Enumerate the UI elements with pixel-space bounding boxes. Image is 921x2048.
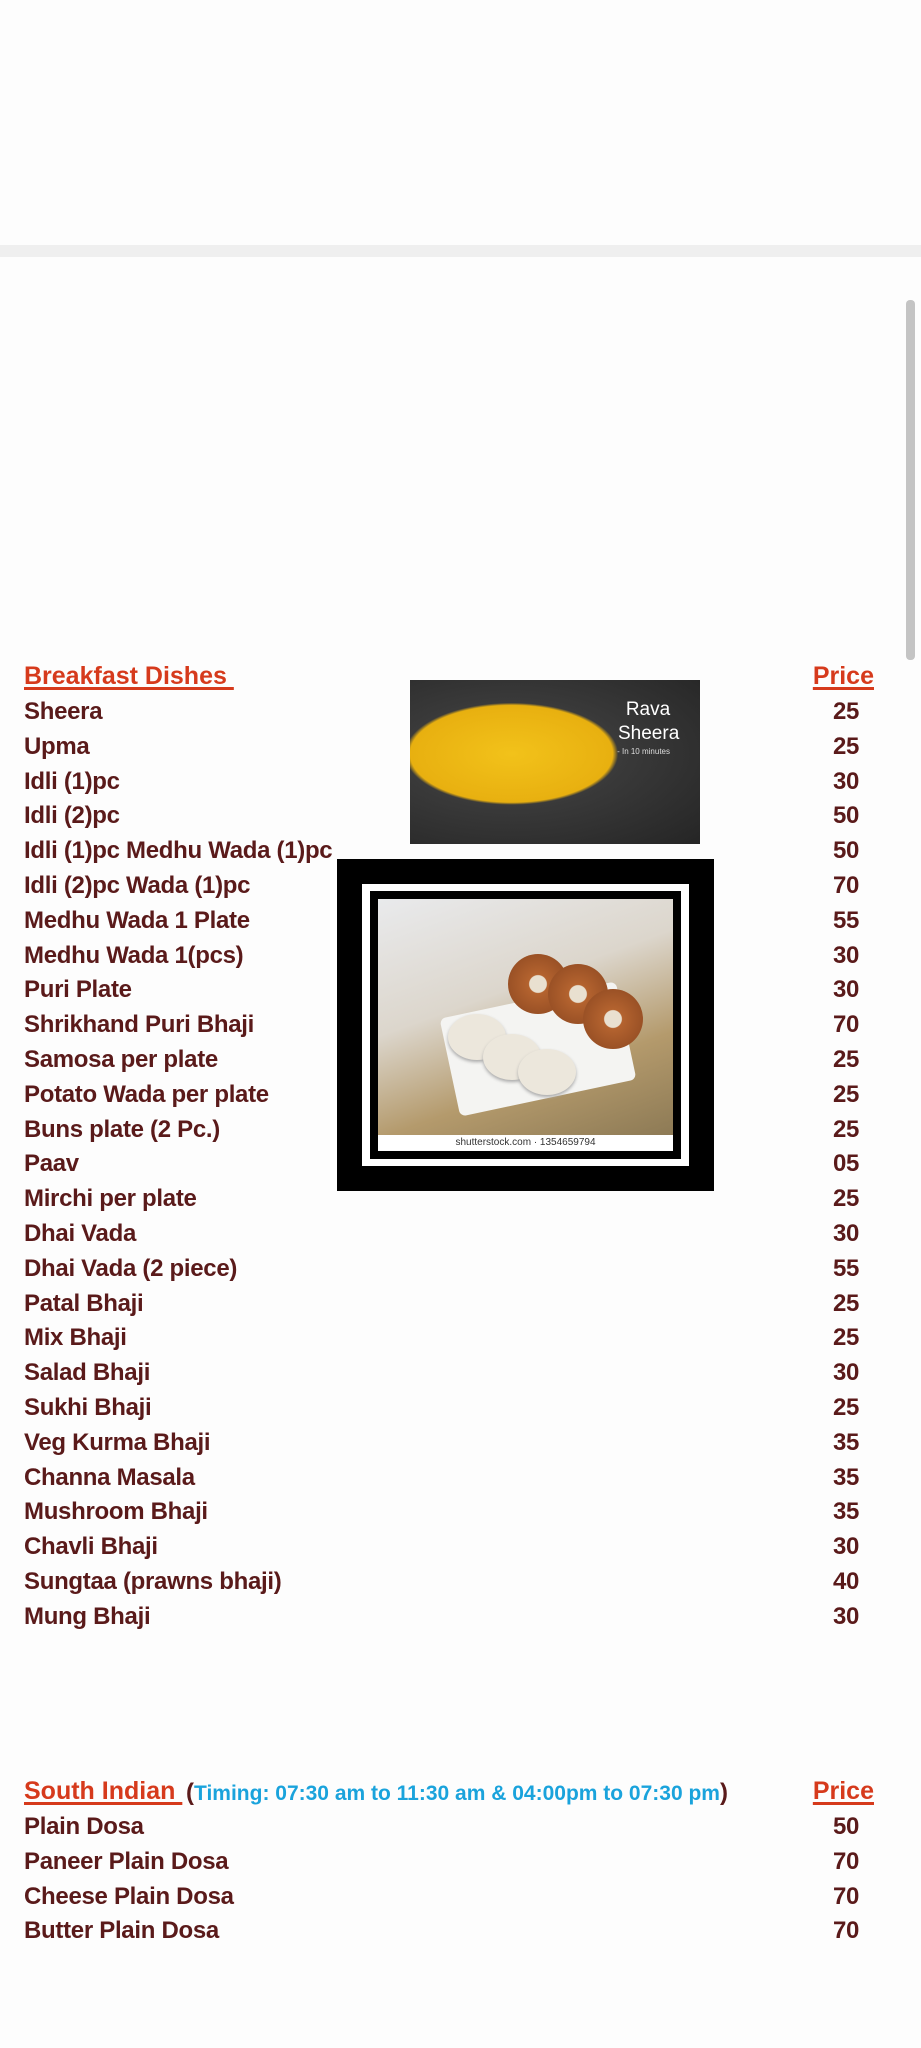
menu-item-name: Idli (1)pc bbox=[24, 767, 120, 795]
menu-item-name: Paneer Plain Dosa bbox=[24, 1847, 229, 1875]
south-indian-section bbox=[24, 1777, 874, 1952]
menu-item-row bbox=[24, 1394, 874, 1429]
menu-item-name: Dhai Vada bbox=[24, 1219, 137, 1247]
menu-item-name: Patal Bhaji bbox=[24, 1289, 144, 1317]
menu-item-name: Medhu Wada 1(pcs) bbox=[24, 941, 244, 969]
menu-item-name: Plain Dosa bbox=[24, 1813, 144, 1840]
menu-item-name: Sukhi Bhaji bbox=[24, 1393, 152, 1421]
menu-item-name: Chavli Bhaji bbox=[24, 1533, 158, 1561]
timing-text bbox=[186, 1779, 728, 1807]
menu-item-name: Upma bbox=[24, 732, 90, 760]
menu-item-name: Mushroom Bhaji bbox=[24, 1498, 208, 1526]
menu-item-price: 55 bbox=[832, 906, 860, 934]
menu-item-name: Paav bbox=[24, 1150, 79, 1178]
menu-item-name: Sungtaa (prawns bhaji) bbox=[24, 1567, 282, 1595]
menu-item-price: 30 bbox=[832, 976, 860, 1004]
menu-item-price: 25 bbox=[832, 698, 860, 725]
menu-item-name: Channa Masala bbox=[24, 1463, 195, 1491]
menu-item-name: Salad Bhaji bbox=[24, 1359, 151, 1387]
sheera-image-subcaption: - In 10 minutes bbox=[617, 747, 670, 756]
scrollbar[interactable] bbox=[906, 300, 915, 660]
menu-item-price: 30 bbox=[832, 941, 860, 969]
menu-item-price: 35 bbox=[832, 1428, 860, 1456]
menu-item-price: 50 bbox=[832, 837, 860, 865]
menu-item-price: 25 bbox=[832, 1393, 860, 1421]
menu-item-price: 70 bbox=[832, 1011, 860, 1039]
menu-item-price: 30 bbox=[832, 1219, 860, 1247]
menu-item-price: 70 bbox=[832, 1847, 860, 1875]
menu-item-price: 40 bbox=[832, 1567, 860, 1595]
menu-item-name: Sheera bbox=[24, 698, 103, 725]
south-indian-title: South Indian bbox=[24, 1777, 183, 1805]
idli-image-caption: shutterstock.com · 1354659794 bbox=[378, 1135, 673, 1151]
menu-item-row bbox=[24, 1917, 874, 1952]
menu-item-price: 25 bbox=[832, 1185, 860, 1213]
menu-item-row bbox=[24, 1568, 874, 1603]
menu-item-price: 25 bbox=[832, 1289, 860, 1317]
menu-item-price: 50 bbox=[832, 802, 860, 830]
menu-item-name: Puri Plate bbox=[24, 976, 132, 1004]
menu-item-price: 35 bbox=[832, 1463, 860, 1491]
top-divider-bar bbox=[0, 245, 921, 257]
open-paren: ( bbox=[186, 1779, 194, 1806]
menu-item-row bbox=[24, 1498, 874, 1533]
menu-item-price: 25 bbox=[832, 1080, 860, 1108]
timing-value: Timing: 07:30 am to 11:30 am & 04:00pm to 07:30 pm bbox=[194, 1782, 720, 1805]
menu-item-row bbox=[24, 1603, 874, 1638]
menu-item-row bbox=[24, 1255, 874, 1290]
menu-item-name: Buns plate (2 Pc.) bbox=[24, 1115, 220, 1143]
menu-item-row bbox=[24, 1848, 874, 1883]
menu-item-price: 25 bbox=[832, 1324, 860, 1352]
menu-item-price: 05 bbox=[832, 1150, 860, 1178]
menu-item-row bbox=[24, 1533, 874, 1568]
menu-item-name: Idli (1)pc Medhu Wada (1)pc bbox=[24, 837, 333, 865]
menu-item-row bbox=[24, 1359, 874, 1394]
sheera-image-caption: Rava Sheera bbox=[618, 699, 680, 744]
rava-sheera-image bbox=[410, 680, 700, 844]
south-indian-header bbox=[24, 1777, 874, 1813]
menu-item-price: 25 bbox=[832, 1045, 860, 1073]
menu-item-row bbox=[24, 1813, 874, 1848]
menu-item-row bbox=[24, 1429, 874, 1464]
menu-item-row bbox=[24, 1464, 874, 1499]
menu-item-row bbox=[24, 1220, 874, 1255]
menu-item-row bbox=[24, 1324, 874, 1359]
south-indian-list bbox=[24, 1813, 874, 1952]
breakfast-title: Breakfast Dishes bbox=[24, 662, 234, 690]
menu-item-price: 70 bbox=[832, 1882, 860, 1910]
menu-item-row bbox=[24, 1883, 874, 1918]
menu-item-price: 30 bbox=[832, 1533, 860, 1561]
menu-item-name: Dhai Vada (2 piece) bbox=[24, 1254, 238, 1282]
menu-item-name: Mix Bhaji bbox=[24, 1324, 127, 1352]
menu-item-price: 70 bbox=[832, 1917, 860, 1945]
menu-item-price: 70 bbox=[832, 871, 860, 899]
menu-item-price: 30 bbox=[832, 767, 860, 795]
menu-item-name: Potato Wada per plate bbox=[24, 1080, 269, 1108]
menu-item-name: Idli (2)pc Wada (1)pc bbox=[24, 871, 251, 899]
menu-item-price: 55 bbox=[832, 1254, 860, 1282]
price-header: Price bbox=[812, 1777, 874, 1805]
price-header: Price bbox=[812, 662, 874, 690]
menu-item-name: Shrikhand Puri Bhaji bbox=[24, 1011, 255, 1039]
idli-wada-image bbox=[337, 859, 714, 1191]
menu-item-price: 30 bbox=[832, 1359, 860, 1387]
menu-item-name: Medhu Wada 1 Plate bbox=[24, 906, 250, 934]
menu-item-name: Cheese Plain Dosa bbox=[24, 1882, 234, 1910]
menu-item-row bbox=[24, 1290, 874, 1325]
menu-item-price: 25 bbox=[832, 1115, 860, 1143]
menu-item-name: Samosa per plate bbox=[24, 1045, 218, 1073]
menu-item-name: Butter Plain Dosa bbox=[24, 1917, 219, 1945]
close-paren: ) bbox=[719, 1779, 728, 1806]
menu-item-name: Idli (2)pc bbox=[24, 802, 120, 830]
menu-item-price: 50 bbox=[832, 1813, 860, 1840]
menu-item-price: 35 bbox=[832, 1498, 860, 1526]
menu-item-price: 30 bbox=[832, 1602, 860, 1630]
menu-item-price: 25 bbox=[832, 732, 860, 760]
menu-item-name: Mirchi per plate bbox=[24, 1185, 197, 1213]
menu-item-name: Mung Bhaji bbox=[24, 1602, 151, 1630]
menu-item-name: Veg Kurma Bhaji bbox=[24, 1428, 211, 1456]
